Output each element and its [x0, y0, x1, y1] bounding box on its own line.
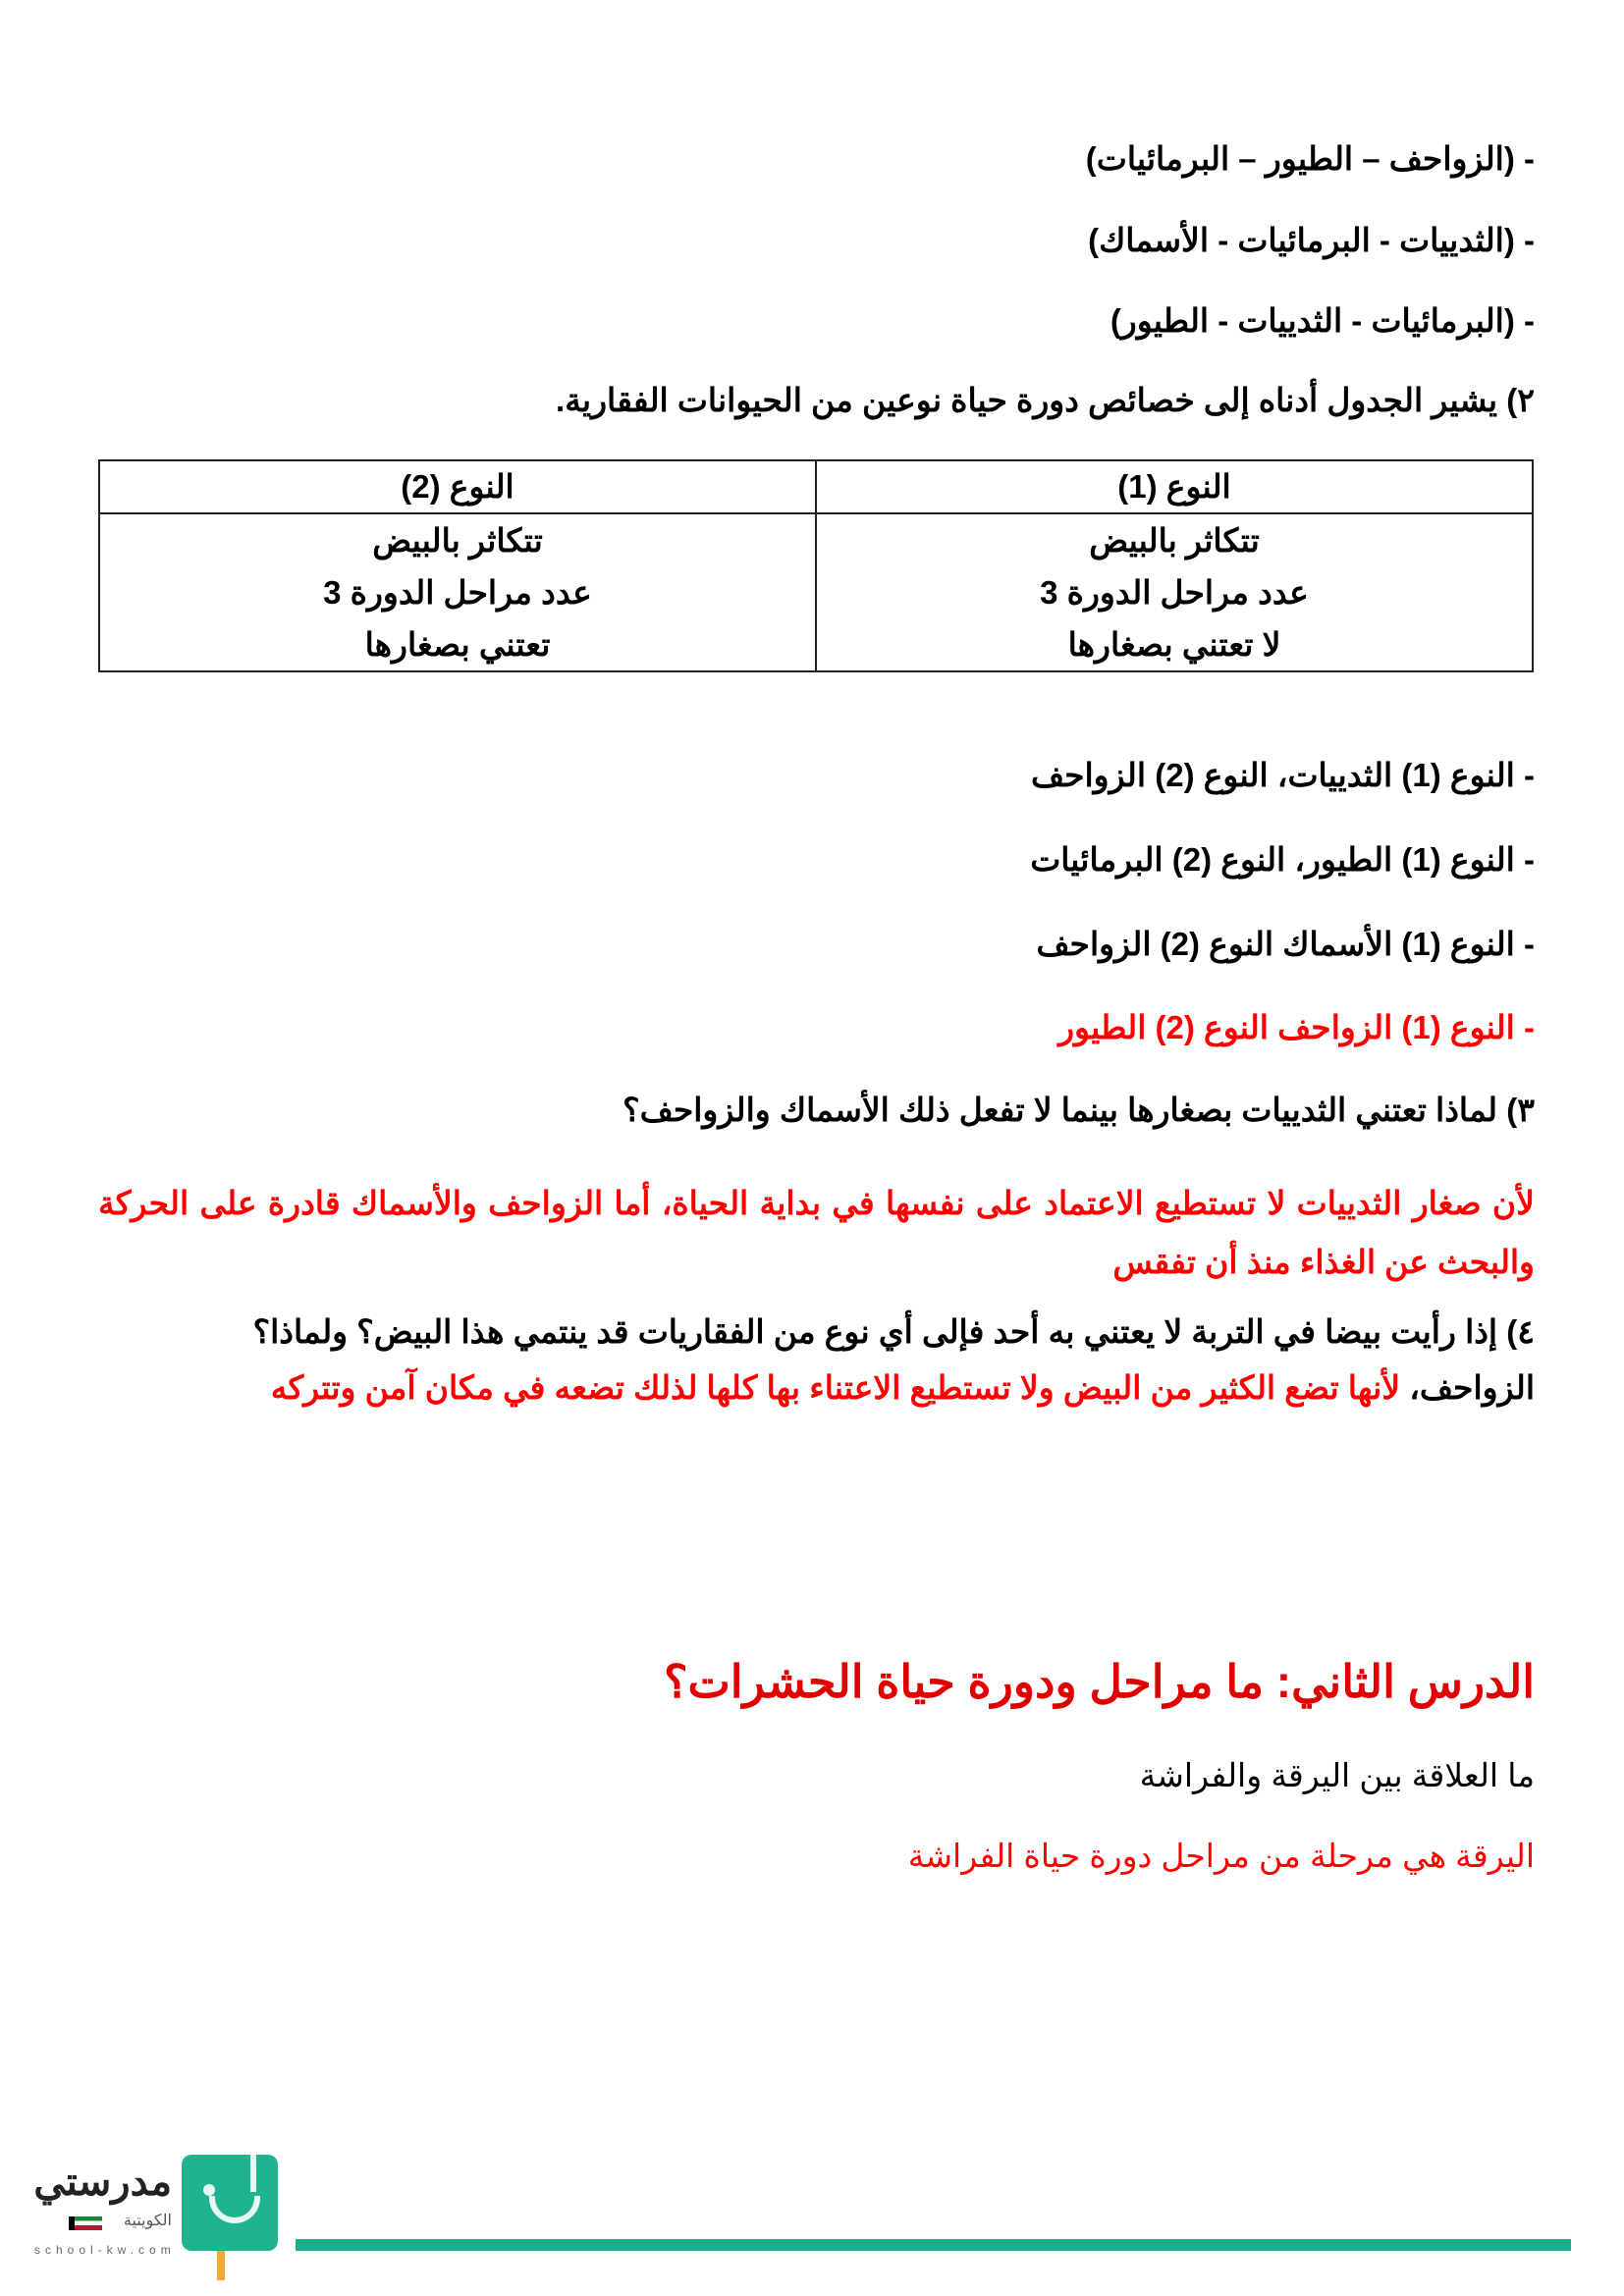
table-header-type-2: النوع (2) — [99, 460, 816, 513]
q2-option-1: - النوع (1) الثدييات، النوع (2) الزواحف — [1030, 757, 1535, 793]
cell-line: تتكاثر بالبيض — [372, 522, 543, 559]
lesson-2-title: الدرس الثاني: ما مراحل ودورة حياة الحشرات؟ — [664, 1656, 1535, 1707]
table-header-type-1: النوع (1) — [816, 460, 1533, 513]
q2-question: ٢) يشير الجدول أدناه إلى خصائص دورة حياة نوعين من الحيوانات الفقارية. — [556, 382, 1535, 418]
footer-divider — [296, 2239, 1571, 2251]
q4-answer-lead: الزواحف، — [1409, 1369, 1535, 1406]
q2-option-2: - النوع (1) الطيور، النوع (2) البرمائيات — [1030, 841, 1535, 878]
q4-answer — [271, 1368, 1535, 1408]
q2-correct-option: - النوع (1) الزواحف النوع (2) الطيور — [1058, 1009, 1535, 1045]
lesson-2-answer: اليرقة هي مرحلة من مراحل دورة حياة الفراشة — [907, 1838, 1535, 1874]
cell-line: تتكاثر بالبيض — [1089, 522, 1260, 559]
cell-line: لا تعتني بصغارها — [1067, 626, 1281, 663]
q3-answer: لأن صغار الثدييات لا تستطيع الاعتماد على نفسها في بداية الحياة، أما الزواحف والأسماك قادرة على الحركة والبحث عن الغذاء منذ أن تفقس — [98, 1185, 1535, 1280]
q4-answer-text: لأنها تضع الكثير من البيض ولا تستطيع الاعتناء بها كلها لذلك تضعه في مكان آمن وتتركه — [270, 1369, 1410, 1406]
cell-line: عدد مراحل الدورة 3 — [1040, 574, 1309, 611]
q1-option-1: - (الزواحف – الطيور – البرمائيات) — [1085, 140, 1535, 177]
table-cell-type-1 — [816, 513, 1533, 671]
q1-option-3: - (البرمائيات - الثدييات - الطيور) — [1110, 302, 1535, 339]
q1-option-2: - (الثدييات - البرمائيات - الأسماك) — [1088, 222, 1535, 258]
lesson-2-question: ما العلاقة بين اليرقة والفراشة — [1139, 1757, 1535, 1793]
logo-url: school-kw.com — [34, 2243, 176, 2257]
life-cycle-table — [98, 459, 1534, 672]
kuwait-flag-icon — [69, 2216, 102, 2230]
madrasati-logo — [29, 2150, 285, 2287]
q2-option-3: - النوع (1) الأسماك النوع (2) الزواحف — [1036, 926, 1535, 962]
q4-question: ٤) إذا رأيت بيضا في التربة لا يعتني به أحد فإلى أي نوع من الفقاريات قد ينتمي هذا البيض؟ ولماذا؟ — [252, 1313, 1535, 1350]
table-cell-type-2 — [99, 513, 816, 671]
logo-mark-icon — [182, 2155, 278, 2251]
logo-sub: الكويتية — [123, 2213, 172, 2229]
logo-name: مدرستي — [33, 2161, 172, 2204]
cell-line: تعتني بصغارها — [364, 626, 551, 663]
cell-line: عدد مراحل الدورة 3 — [323, 574, 592, 611]
q3-question: ٣) لماذا تعتني الثدييات بصغارها بينما لا تفعل ذلك الأسماك والزواحف؟ — [623, 1092, 1535, 1128]
